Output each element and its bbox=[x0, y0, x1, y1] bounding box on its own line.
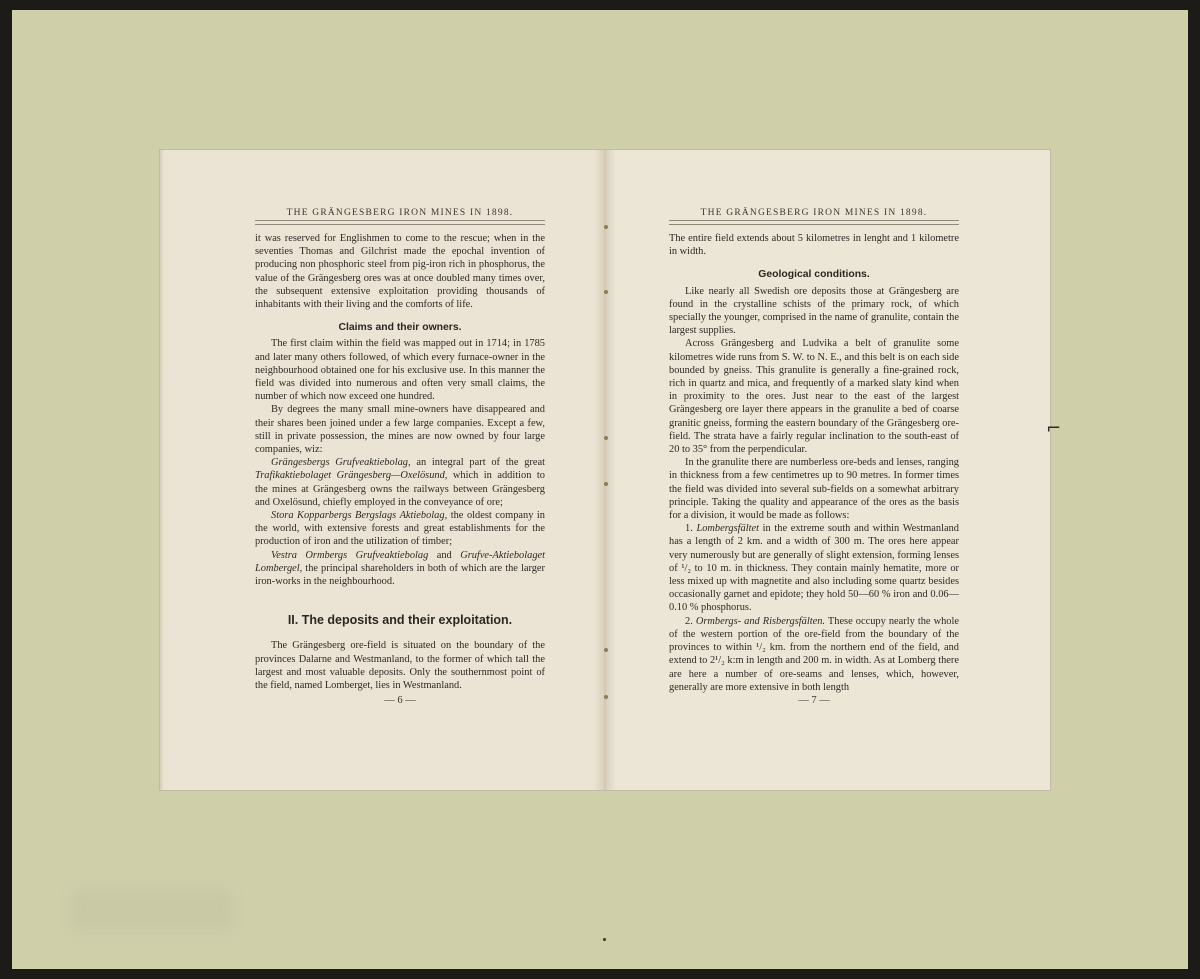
company-name: Stora Kopparbergs Bergslags Aktiebolag, bbox=[271, 510, 448, 522]
right-body-text bbox=[669, 232, 959, 694]
paragraph-company-1 bbox=[255, 456, 545, 509]
paragraph-claims-2: By degrees the many small mine-owners have disappeared and their shares been joined under a few large companies. Except a few, still in private possession, the mines are now owned by four large companies, wiz: bbox=[255, 404, 545, 456]
left-page-number: — 6 — bbox=[384, 695, 416, 706]
left-body-text bbox=[255, 232, 545, 692]
board-dot bbox=[603, 938, 606, 941]
left-header-rule bbox=[255, 220, 545, 225]
company-text: the oldest company in the world, with extensive forests and great establishments for the production of iron and the utilization of timber; bbox=[255, 510, 546, 548]
binding-stitch bbox=[604, 482, 608, 486]
company-text: an integral part of the great bbox=[410, 457, 545, 469]
section-heading-claims: Claims and their owners. bbox=[338, 322, 462, 334]
paragraph-claims-1: The first claim within the field was mapped out in 1714; in 1785 and later many others followed, of which every furnace-owner in the neighbourhood obtained one for his exclusive use. In this manner the field was divided into numerous and often very small claims, the number of which now exceed one hundred. bbox=[255, 338, 545, 403]
right-running-head: THE GRÄNGESBERG IRON MINES IN 1898. bbox=[700, 208, 928, 218]
item-text: in the extreme south and within Westmanland has a length of 2 km. and a width of 300 m. The ores here appear very numerously but are generally of slight extension, forming lenses of ¹/₂ to 10 m. in thickness. They contain mainly hematite, more or less mixed up with magnetite and also including some quartz besides occasionally garnet and epidote; they hold 50—60 % iron and 0.06—0.10 % phosphorus. bbox=[669, 523, 959, 614]
chapter-heading: II. The deposits and their exploitation. bbox=[287, 613, 513, 628]
binding-stitch bbox=[604, 290, 608, 294]
item-number: 2. bbox=[685, 615, 696, 627]
right-page bbox=[606, 150, 1050, 790]
binding-stitch bbox=[604, 695, 608, 699]
right-page-number: — 7 — bbox=[798, 695, 830, 706]
company-name: Grängesbergs Grufveaktiebolag, bbox=[271, 457, 411, 469]
book-gutter bbox=[594, 150, 616, 790]
binding-stitch bbox=[604, 648, 608, 652]
binding-stitch bbox=[604, 436, 608, 440]
company-name: Vestra Ormbergs Grufveaktiebolag bbox=[271, 549, 429, 561]
binding-stitch bbox=[604, 225, 608, 229]
item-name: Ormbergs- and Risbergsfälten. bbox=[695, 615, 826, 627]
section-heading-geology: Geological conditions. bbox=[758, 269, 870, 281]
left-page-edge bbox=[160, 150, 164, 790]
paragraph-geology-2: Across Grängesberg and Ludvika a belt of granulite some kilometres wide runs from S. W. to N. E., and this belt is on each side bounded by gneiss. This granulite is generally a fine-grained rock, rich in quartz and mica, and frequently of a marked slaty kind when in proximity to the ores. Just near to the east of the largest Grängesberg ore layer there appears in the granulite a bed of coarse granitic gneiss, forming the eastern boundary of the Grängesberg ore-field. The strata have a fairly regular inclination to the south-east of 20 to 35° from the perpendicular. bbox=[669, 338, 959, 456]
open-book bbox=[160, 150, 1050, 790]
paragraph-company-2 bbox=[255, 509, 545, 549]
left-running-head: THE GRÄNGESBERG IRON MINES IN 1898. bbox=[286, 208, 514, 218]
item-text: These occupy nearly the whole of the western portion of the ore-field from the boundary of the provinces to within ¹/₂ km. from the northern end of the field, and extend to 2¹/₂ k:m in length and 200 m. in width. As at Lomberg there are here a number of ore-seams and lenses, which, however, generally are more extensive in both length bbox=[669, 615, 959, 693]
paragraph-deposits: The Grängesberg ore-field is situated on the boundary of the provinces Dalarne and Westmanland, to the former of which tall the largest and most valuable deposits. Only the southernmost point of the field, named Lomberget, lies in Westmanland. bbox=[255, 640, 545, 692]
paragraph-field: The entire field extends about 5 kilometres in lenght and 1 kilometre in width. bbox=[669, 233, 959, 258]
list-item-ormberg bbox=[669, 615, 959, 694]
company-text: which in addition to the mines at Grängesberg owns the railways between Grängesberg and Oxelösund, chiefly employed in the conveyance of ore; bbox=[255, 470, 545, 508]
margin-mark: ⌐ bbox=[1046, 418, 1062, 439]
board-stain bbox=[72, 890, 232, 930]
list-item-lomberg bbox=[669, 522, 959, 614]
item-name: Lombergsfältet bbox=[696, 523, 759, 535]
item-number: 1. bbox=[685, 523, 697, 535]
paragraph-intro: it was reserved for Englishmen to come to the rescue; when in the seventies Thomas and Gilchrist made the epochal invention of producing non phosphoric steel from pig-iron rich in phosphorus, the value of the Grängesberg ores was at once doubled many times over, the subsequent extensive exploitation providing thousands of inhabitants with their living and the comforts of life. bbox=[255, 233, 545, 311]
right-header-rule bbox=[669, 220, 959, 225]
company-name: Trafikaktiebolaget Grängesberg—Oxelösund, bbox=[255, 470, 448, 482]
paragraph-company-3 bbox=[255, 549, 545, 589]
paragraph-geology-3: In the granulite there are numberless ore-beds and lenses, ranging in thickness from a few centimetres up to 90 metres. In former times the field was divided into several sub-fields on a somewhat arbitrary principle. Taking the quality and appearance of the ores as the basis for a division, it would be made as follows: bbox=[669, 457, 959, 522]
company-text: the principal shareholders in both of which are the larger iron-works in the neighbourhood. bbox=[255, 562, 545, 588]
paragraph-geology-1: Like nearly all Swedish ore deposits those at Grängesberg are found in the crystalline schists of the primary rock, of which specially the younger, comprised in the name of granulite, contain the largest supplies. bbox=[669, 285, 959, 337]
left-page bbox=[160, 150, 604, 790]
company-name: Grufve-Aktiebolaget Lombergel, bbox=[255, 549, 546, 574]
company-text: and bbox=[428, 549, 461, 561]
